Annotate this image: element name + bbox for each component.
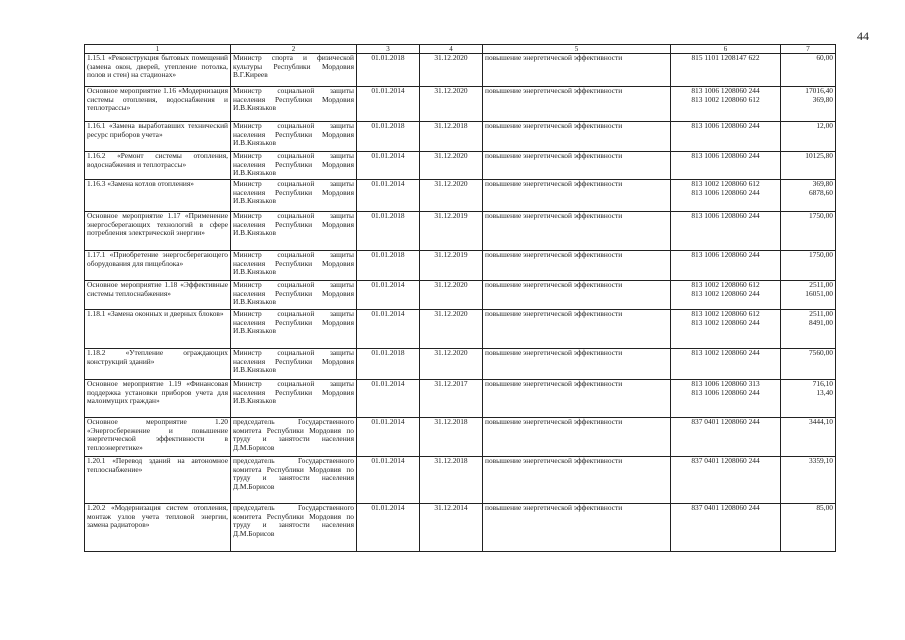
executor-cell: председатель Государственного комитета Республики Мордовия по труду и занятости населения Д.М.Борисов — [231, 457, 357, 504]
budget-code-cell — [671, 349, 781, 380]
budget-code-cell — [671, 380, 781, 418]
budget-code-cell — [671, 54, 781, 87]
amount-value: 10125,80 — [805, 151, 833, 160]
amount-value: 369,80 — [812, 94, 833, 104]
amount-value: 2511,00 — [809, 309, 833, 318]
end-date-cell: 31.12.2020 — [420, 310, 483, 349]
executor-cell: Министр социальной защиты населения Республики Мордовия И.В.Князьков — [231, 281, 357, 310]
end-date-cell: 31.12.2020 — [420, 349, 483, 380]
end-date-cell: 31.12.2019 — [420, 251, 483, 281]
column-header: 7 — [781, 45, 836, 54]
budget-code: 813 1006 1208060 244 — [691, 387, 760, 397]
end-date-cell: 31.12.2020 — [420, 152, 483, 180]
amount-value: 13,40 — [816, 387, 833, 397]
start-date-cell: 01.01.2014 — [357, 504, 420, 552]
amount-value: 1750,00 — [808, 211, 833, 220]
table-row — [85, 418, 836, 457]
table-row — [85, 457, 836, 504]
table-row — [85, 380, 836, 418]
table-row — [85, 122, 836, 152]
result-cell: повышение энергетической эффективности — [483, 212, 671, 251]
amount-value: 17016,40 — [805, 86, 833, 95]
budget-code: 813 1006 1208060 313 — [691, 379, 760, 388]
budget-code: 813 1006 1208060 244 — [691, 121, 760, 130]
table-row — [85, 54, 836, 87]
budget-code: 813 1006 1208060 244 — [691, 86, 760, 95]
amount-value: 8491,00 — [808, 317, 833, 327]
amount-cell — [781, 251, 836, 281]
executor-cell: Министр социальной защиты населения Республики Мордовия И.В.Князьков — [231, 180, 357, 212]
amount-value: 85,00 — [816, 503, 833, 512]
amount-cell — [781, 349, 836, 380]
end-date-cell: 31.12.2018 — [420, 122, 483, 152]
result-cell: повышение энергетической эффективности — [483, 152, 671, 180]
start-date-cell: 01.01.2014 — [357, 457, 420, 504]
budget-code: 813 1002 1208060 612 — [691, 94, 760, 104]
budget-code: 837 0401 1208060 244 — [691, 417, 760, 426]
start-date-cell: 01.01.2018 — [357, 122, 420, 152]
budget-code: 813 1002 1208060 612 — [691, 280, 760, 289]
measure-cell: Основное мероприятие 1.20 «Энергосбережение и повышение энергетической эффективности в теплоэнергетике» — [85, 418, 231, 457]
amount-cell — [781, 310, 836, 349]
executor-cell: председатель Государственного комитета Республики Мордовия по труду и занятости населения Д.М.Борисов — [231, 504, 357, 552]
start-date-cell: 01.01.2014 — [357, 180, 420, 212]
amount-value: 60,00 — [816, 53, 833, 62]
table-row — [85, 349, 836, 380]
measure-cell: Основное мероприятие 1.17 «Применение энергосберегающих технологий в сфере потребления электрической энергии» — [85, 212, 231, 251]
budget-code-cell — [671, 212, 781, 251]
executor-cell: Министр социальной защиты населения Республики Мордовия И.В.Князьков — [231, 349, 357, 380]
result-cell: повышение энергетической эффективности — [483, 87, 671, 122]
page-number: 44 — [857, 29, 869, 43]
amount-cell — [781, 54, 836, 87]
result-cell: повышение энергетической эффективности — [483, 251, 671, 281]
executor-cell: Министр социальной защиты населения Республики Мордовия И.В.Князьков — [231, 152, 357, 180]
program-measures-table — [84, 44, 836, 552]
budget-code: 837 0401 1208060 244 — [691, 503, 760, 512]
amount-cell — [781, 212, 836, 251]
column-header: 6 — [671, 45, 781, 54]
amount-cell — [781, 281, 836, 310]
table-row — [85, 310, 836, 349]
executor-cell: председатель Государственного комитета Республики Мордовия по труду и занятости населения Д.М.Борисов — [231, 418, 357, 457]
budget-code-cell — [671, 418, 781, 457]
measure-cell: 1.20.2 «Модернизация систем отопления, монтаж узлов учета тепловой энергии, замена радиаторов» — [85, 504, 231, 552]
table-body — [85, 54, 836, 552]
amount-value: 7560,00 — [808, 348, 833, 357]
start-date-cell: 01.01.2018 — [357, 212, 420, 251]
table-row — [85, 504, 836, 552]
table-row — [85, 152, 836, 180]
budget-code-cell — [671, 310, 781, 349]
amount-value: 3359,10 — [808, 456, 833, 465]
table-row — [85, 180, 836, 212]
measure-cell: 1.20.1 «Перевод зданий на автономное теплоснабжение» — [85, 457, 231, 504]
amount-cell — [781, 122, 836, 152]
result-cell: повышение энергетической эффективности — [483, 54, 671, 87]
amount-cell — [781, 504, 836, 552]
amount-cell — [781, 418, 836, 457]
result-cell: повышение энергетической эффективности — [483, 122, 671, 152]
result-cell: повышение энергетической эффективности — [483, 180, 671, 212]
start-date-cell: 01.01.2014 — [357, 152, 420, 180]
end-date-cell: 31.12.2019 — [420, 212, 483, 251]
budget-code: 813 1006 1208060 244 — [691, 211, 760, 220]
budget-code: 813 1002 1208060 612 — [691, 309, 760, 318]
end-date-cell: 31.12.2020 — [420, 180, 483, 212]
executor-cell: Министр спорта и физической культуры Республики Мордовия В.Г.Киреев — [231, 54, 357, 87]
result-cell: повышение энергетической эффективности — [483, 380, 671, 418]
measure-cell: Основное мероприятие 1.16 «Модернизация системы отопления, водоснабжения и теплотрассы» — [85, 87, 231, 122]
table-row — [85, 212, 836, 251]
budget-code-cell — [671, 457, 781, 504]
budget-code-cell — [671, 122, 781, 152]
column-header: 1 — [85, 45, 231, 54]
end-date-cell: 31.12.2017 — [420, 380, 483, 418]
budget-code: 837 0401 1208060 244 — [691, 456, 760, 465]
column-header: 4 — [420, 45, 483, 54]
column-number-row — [85, 45, 836, 54]
start-date-cell: 01.01.2018 — [357, 54, 420, 87]
measure-cell: 1.15.1 «Реконструкция бытовых помещений (замена окон, дверей, утепление потолка, полов и стен) на стадионах» — [85, 54, 231, 87]
budget-code: 813 1002 1208060 244 — [691, 288, 760, 298]
budget-code: 815 1101 1208147 622 — [691, 53, 760, 62]
column-header: 3 — [357, 45, 420, 54]
start-date-cell: 01.01.2014 — [357, 310, 420, 349]
measure-cell: Основное мероприятие 1.19 «Финансовая поддержка установки приборов учета для малоимущих граждан» — [85, 380, 231, 418]
measure-cell: 1.16.1 «Замена выработавших технический ресурс приборов учета» — [85, 122, 231, 152]
budget-code-cell — [671, 281, 781, 310]
executor-cell: Министр социальной защиты населения Республики Мордовия И.В.Князьков — [231, 251, 357, 281]
result-cell: повышение энергетической эффективности — [483, 310, 671, 349]
end-date-cell: 31.12.2020 — [420, 54, 483, 87]
start-date-cell: 01.01.2018 — [357, 349, 420, 380]
result-cell: повышение энергетической эффективности — [483, 504, 671, 552]
executor-cell: Министр социальной защиты населения Республики Мордовия И.В.Князьков — [231, 380, 357, 418]
end-date-cell: 31.12.2018 — [420, 418, 483, 457]
budget-code: 813 1006 1208060 244 — [691, 250, 760, 259]
budget-code-cell — [671, 504, 781, 552]
budget-code-cell — [671, 180, 781, 212]
amount-value: 16051,00 — [805, 288, 833, 298]
amount-cell — [781, 87, 836, 122]
table-row — [85, 281, 836, 310]
end-date-cell: 31.12.2014 — [420, 504, 483, 552]
amount-value: 12,00 — [816, 121, 833, 130]
amount-value: 716,10 — [812, 379, 833, 388]
measure-cell: Основное мероприятие 1.18 «Эффективные системы теплоснабжения» — [85, 281, 231, 310]
result-cell: повышение энергетической эффективности — [483, 418, 671, 457]
end-date-cell: 31.12.2018 — [420, 457, 483, 504]
amount-value: 1750,00 — [808, 250, 833, 259]
measure-cell: 1.16.3 «Замена котлов отопления» — [85, 180, 231, 212]
budget-code-cell — [671, 87, 781, 122]
amount-cell — [781, 180, 836, 212]
amount-cell — [781, 380, 836, 418]
start-date-cell: 01.01.2014 — [357, 380, 420, 418]
executor-cell: Министр социальной защиты населения Республики Мордовия И.В.Князьков — [231, 310, 357, 349]
start-date-cell: 01.01.2014 — [357, 418, 420, 457]
result-cell: повышение энергетической эффективности — [483, 457, 671, 504]
executor-cell: Министр социальной защиты населения Республики Мордовия И.В.Князьков — [231, 87, 357, 122]
table-row — [85, 87, 836, 122]
budget-code-cell — [671, 251, 781, 281]
start-date-cell: 01.01.2014 — [357, 281, 420, 310]
amount-value: 3444,10 — [808, 417, 833, 426]
measure-cell: 1.16.2 «Ремонт системы отопления, водоснабжения и теплотрассы» — [85, 152, 231, 180]
budget-code: 813 1006 1208060 244 — [691, 187, 760, 197]
executor-cell: Министр социальной защиты населения Республики Мордовия И.В.Князьков — [231, 122, 357, 152]
measure-cell: 1.18.1 «Замена оконных и дверных блоков» — [85, 310, 231, 349]
amount-cell — [781, 152, 836, 180]
start-date-cell: 01.01.2018 — [357, 251, 420, 281]
amount-value: 2511,00 — [809, 280, 833, 289]
budget-code: 813 1002 1208060 244 — [691, 348, 760, 357]
amount-value: 6878,60 — [808, 187, 833, 197]
budget-code: 813 1006 1208060 244 — [691, 151, 760, 160]
amount-value: 369,80 — [812, 179, 833, 188]
measure-cell: 1.17.1 «Приобретение энергосберегающего оборудования для пищеблока» — [85, 251, 231, 281]
result-cell: повышение энергетической эффективности — [483, 349, 671, 380]
budget-code: 813 1002 1208060 612 — [691, 179, 760, 188]
amount-cell — [781, 457, 836, 504]
table-row — [85, 251, 836, 281]
result-cell: повышение энергетической эффективности — [483, 281, 671, 310]
measure-cell: 1.18.2 «Утепление ограждающих конструкций зданий» — [85, 349, 231, 380]
end-date-cell: 31.12.2020 — [420, 87, 483, 122]
column-header: 2 — [231, 45, 357, 54]
budget-code: 813 1002 1208060 244 — [691, 317, 760, 327]
column-header: 5 — [483, 45, 671, 54]
budget-code-cell — [671, 152, 781, 180]
executor-cell: Министр социальной защиты населения Республики Мордовия И.В.Князьков — [231, 212, 357, 251]
end-date-cell: 31.12.2020 — [420, 281, 483, 310]
start-date-cell: 01.01.2014 — [357, 87, 420, 122]
